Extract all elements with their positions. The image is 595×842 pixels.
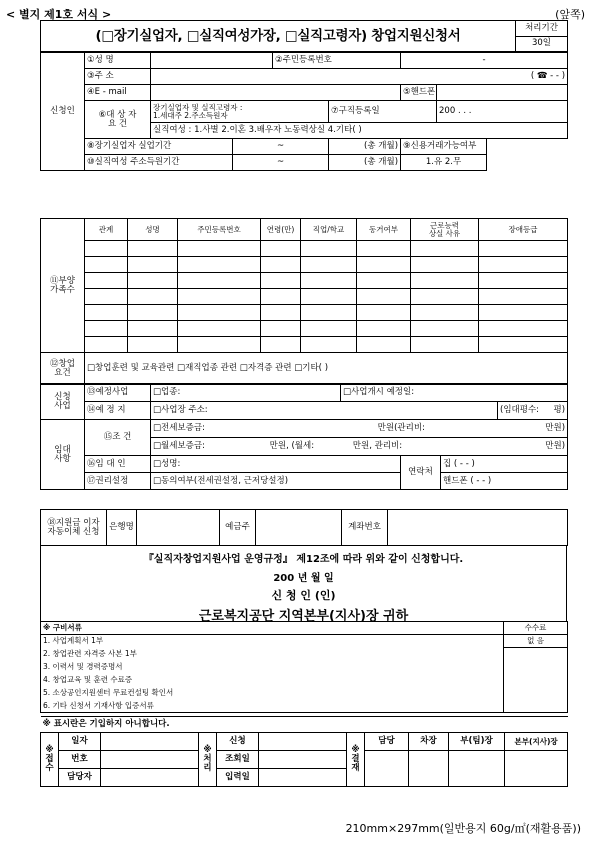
account-label: 계좌번호 xyxy=(342,510,388,546)
startup-requirement-options[interactable]: □창업훈련 및 교육관련 □재직업종 관련 □자격증 관련 □기타( ) xyxy=(85,353,568,385)
family-col-cohabit: 동거여부 xyxy=(357,219,411,241)
form-title: (□장기실업자, □실직여성가장, □실직고령자) 창업지원신청서 xyxy=(41,21,516,52)
family-col-disability: 장애등급 xyxy=(479,219,568,241)
mobile-field[interactable] xyxy=(437,85,568,101)
family-col-incapacity: 근로능력 상실 사유 xyxy=(411,219,479,241)
lease-area[interactable] xyxy=(498,402,568,420)
office-note: ※ 표시란은 기입하지 아니합니다. xyxy=(41,717,568,733)
receipt-number-label: 번호 xyxy=(59,751,101,769)
applicant-section-label: 신청인 xyxy=(41,53,85,171)
lease-area-label: (임대평수: xyxy=(500,405,540,416)
income-months[interactable]: (총 개월) xyxy=(329,155,401,171)
declaration-applicant[interactable]: 신 청 인 (인) xyxy=(271,589,336,602)
wolse-monthly: 만원, (월세: xyxy=(269,441,315,452)
paper-spec: 210mm×297mm(일반용지 60g/㎡(재활용품)) xyxy=(345,822,581,835)
mobile-label: ⑤핸드폰 xyxy=(401,85,437,101)
process-label: ※ 처 리 xyxy=(199,733,217,787)
industry-field[interactable]: □업종: xyxy=(151,384,341,402)
start-date-field[interactable]: □사업개시 예정일: xyxy=(341,384,568,402)
holder-field[interactable] xyxy=(256,510,342,546)
approval-sign-staff[interactable] xyxy=(365,751,409,787)
family-section-label: ⑪부양 가족수 xyxy=(41,219,85,353)
startup-requirement-table xyxy=(40,352,568,385)
document-item: 5. 소상공인지원센터 무료컨설팅 확인서 xyxy=(41,687,504,700)
process-lookup-field[interactable] xyxy=(259,751,347,769)
wolse-deposit-field[interactable] xyxy=(151,438,568,456)
unemployment-period-range[interactable]: ~ xyxy=(233,139,329,155)
family-table xyxy=(40,218,568,353)
lease-area-unit: 평) xyxy=(553,405,566,416)
fee-label: 수수료 xyxy=(504,622,568,635)
jeonse-deposit-field[interactable] xyxy=(151,420,568,438)
declaration-addressee: 근로복지공단 지역본부(지사)장 귀하 xyxy=(198,609,409,624)
processing-period-label: 처리기간 xyxy=(516,21,568,37)
income-period-range[interactable]: ~ xyxy=(233,155,329,171)
family-col-name: 성명 xyxy=(128,219,178,241)
bank-label: 은행명 xyxy=(107,510,137,546)
lessor-home-phone[interactable]: 집 ( - - ) xyxy=(441,456,568,473)
startup-requirement-label: ⑫창업 요건 xyxy=(41,353,85,385)
lessor-mobile-phone[interactable]: 핸드폰 ( - - ) xyxy=(441,473,568,490)
receipt-label: ※ 접 수 xyxy=(41,733,59,787)
table-row xyxy=(41,273,568,289)
unemployment-months[interactable]: (총 개월) xyxy=(329,139,401,155)
credit-label: ⑨신용거래가능여부 xyxy=(401,139,487,155)
contact-label: 연락처 xyxy=(401,456,441,490)
process-apply-field[interactable] xyxy=(259,733,347,751)
business-section-label: 신청 사업 xyxy=(41,384,85,420)
job-registration-label: ⑦구직등록일 xyxy=(329,101,437,123)
process-input-field[interactable] xyxy=(259,769,347,787)
business-table xyxy=(40,383,568,420)
planned-place-label: ⑭예 정 지 xyxy=(85,402,151,420)
credit-options[interactable]: 1.유 2.무 xyxy=(401,155,487,171)
bank-field[interactable] xyxy=(137,510,220,546)
target-requirement-label: ⑥대 상 자 요 건 xyxy=(85,101,151,139)
rrn-field[interactable]: - xyxy=(401,53,568,69)
wolse-mgmt: 만원, 관리비: xyxy=(352,441,403,452)
declaration-text: 『실직자창업지원사업 운영규정』 제12조에 따라 위와 같이 신청합니다. xyxy=(143,554,464,565)
document-item: 4. 창업교육 및 훈련 수료증 xyxy=(41,674,504,687)
name-field[interactable] xyxy=(151,53,273,69)
approval-sign-deputy[interactable] xyxy=(409,751,449,787)
table-row xyxy=(41,337,568,353)
name-label: ①성 명 xyxy=(85,53,151,69)
target-line-women[interactable]: 실직여성 : 1.사별 2.이혼 3.배우자 노동력상실 4.기타( ) xyxy=(151,123,568,139)
transfer-table xyxy=(40,509,568,546)
lease-section-label: 임대 사항 xyxy=(41,420,85,490)
documents-title: ※ 구비서류 xyxy=(41,622,504,635)
receipt-number-field[interactable] xyxy=(101,751,199,769)
approval-col-branch-head: 본부(지사)장 xyxy=(505,733,568,751)
receipt-date-field[interactable] xyxy=(101,733,199,751)
documents-table xyxy=(40,621,568,713)
planned-business-label: ⑬예정사업 xyxy=(85,384,151,402)
business-address-field[interactable]: □사업장 주소: xyxy=(151,402,498,420)
approval-col-staff: 담당 xyxy=(365,733,409,751)
lease-conditions-label: ⑮조 건 xyxy=(85,420,151,456)
fee-value: 없 음 xyxy=(504,635,568,648)
family-col-relation: 관계 xyxy=(85,219,128,241)
form-number: < 별지 제1호 서식 > xyxy=(6,8,112,21)
approval-col-team-head: 부(팀)장 xyxy=(449,733,505,751)
target-line-unemployed[interactable]: 장기실업자 및 실직고령자 : 1.세대주 2.주소득원자 xyxy=(151,101,329,123)
table-row xyxy=(41,289,568,305)
address-field[interactable]: ( ☎ - - ) xyxy=(151,69,568,85)
rights-label: ⑰권리설정 xyxy=(85,473,151,490)
applicant-table xyxy=(40,52,568,171)
family-col-rrn: 주민등록번호 xyxy=(178,219,261,241)
table-row xyxy=(41,257,568,273)
table-row xyxy=(41,241,568,257)
approval-label: ※ 결 재 xyxy=(347,733,365,787)
account-field[interactable] xyxy=(388,510,568,546)
email-field[interactable] xyxy=(151,85,401,101)
address-label: ③주 소 xyxy=(85,69,151,85)
lessor-name-field[interactable]: □성명: xyxy=(151,456,401,473)
jeonse-label: □전세보증금: xyxy=(153,423,205,434)
email-label: ④E - mail xyxy=(85,85,151,101)
declaration-box xyxy=(40,545,567,624)
job-registration-date[interactable]: 200 . . . xyxy=(437,101,568,123)
approval-sign-team-head[interactable] xyxy=(449,751,505,787)
title-table xyxy=(40,20,568,52)
process-lookup-label: 조회일 xyxy=(217,751,259,769)
table-row xyxy=(41,321,568,337)
processing-period-value: 30일 xyxy=(516,36,568,52)
document-item: 2. 창업관련 자격증 사본 1부 xyxy=(41,648,504,661)
document-item: 3. 이력서 및 경력증명서 xyxy=(41,661,504,674)
holder-label: 예금주 xyxy=(220,510,256,546)
process-input-label: 입력일 xyxy=(217,769,259,787)
lease-table xyxy=(40,419,568,490)
family-col-age: 연령(만) xyxy=(261,219,301,241)
receipt-staff-label: 담당자 xyxy=(59,769,101,787)
receipt-date-label: 일자 xyxy=(59,733,101,751)
rights-consent-field[interactable]: □동의여부(전세권설정, 근저당설정) xyxy=(151,473,401,490)
lessor-label: ⑯임 대 인 xyxy=(85,456,151,473)
wolse-mgmt-unit: 만원) xyxy=(545,441,566,452)
process-apply-label: 신청 xyxy=(217,733,259,751)
wolse-label: □월세보증금: xyxy=(153,441,205,452)
unemployment-period-label: ⑧장기실업자 실업기간 xyxy=(85,139,233,155)
receipt-staff-field[interactable] xyxy=(101,769,199,787)
table-row xyxy=(41,305,568,321)
transfer-label: ⑱지원금 이자 자동이체 신청 xyxy=(41,510,107,546)
document-item: 1. 사업계획서 1부 xyxy=(41,635,504,648)
declaration-date[interactable]: 200 년 월 일 xyxy=(273,573,334,584)
page-side: (앞쪽) xyxy=(555,8,585,21)
document-item: 6. 기타 신청서 기재사항 입증서류 xyxy=(41,700,504,713)
approval-sign-branch-head[interactable] xyxy=(505,751,568,787)
income-period-label: ⑩실직여성 주소득원기간 xyxy=(85,155,233,171)
office-use-table xyxy=(40,716,568,787)
rrn-label: ②주민등록번호 xyxy=(273,53,401,69)
jeonse-unit: 만원(관리비: xyxy=(377,423,425,434)
family-col-job: 직업/학교 xyxy=(301,219,357,241)
approval-col-deputy: 차장 xyxy=(409,733,449,751)
jeonse-mgmt-unit: 만원) xyxy=(545,423,566,434)
